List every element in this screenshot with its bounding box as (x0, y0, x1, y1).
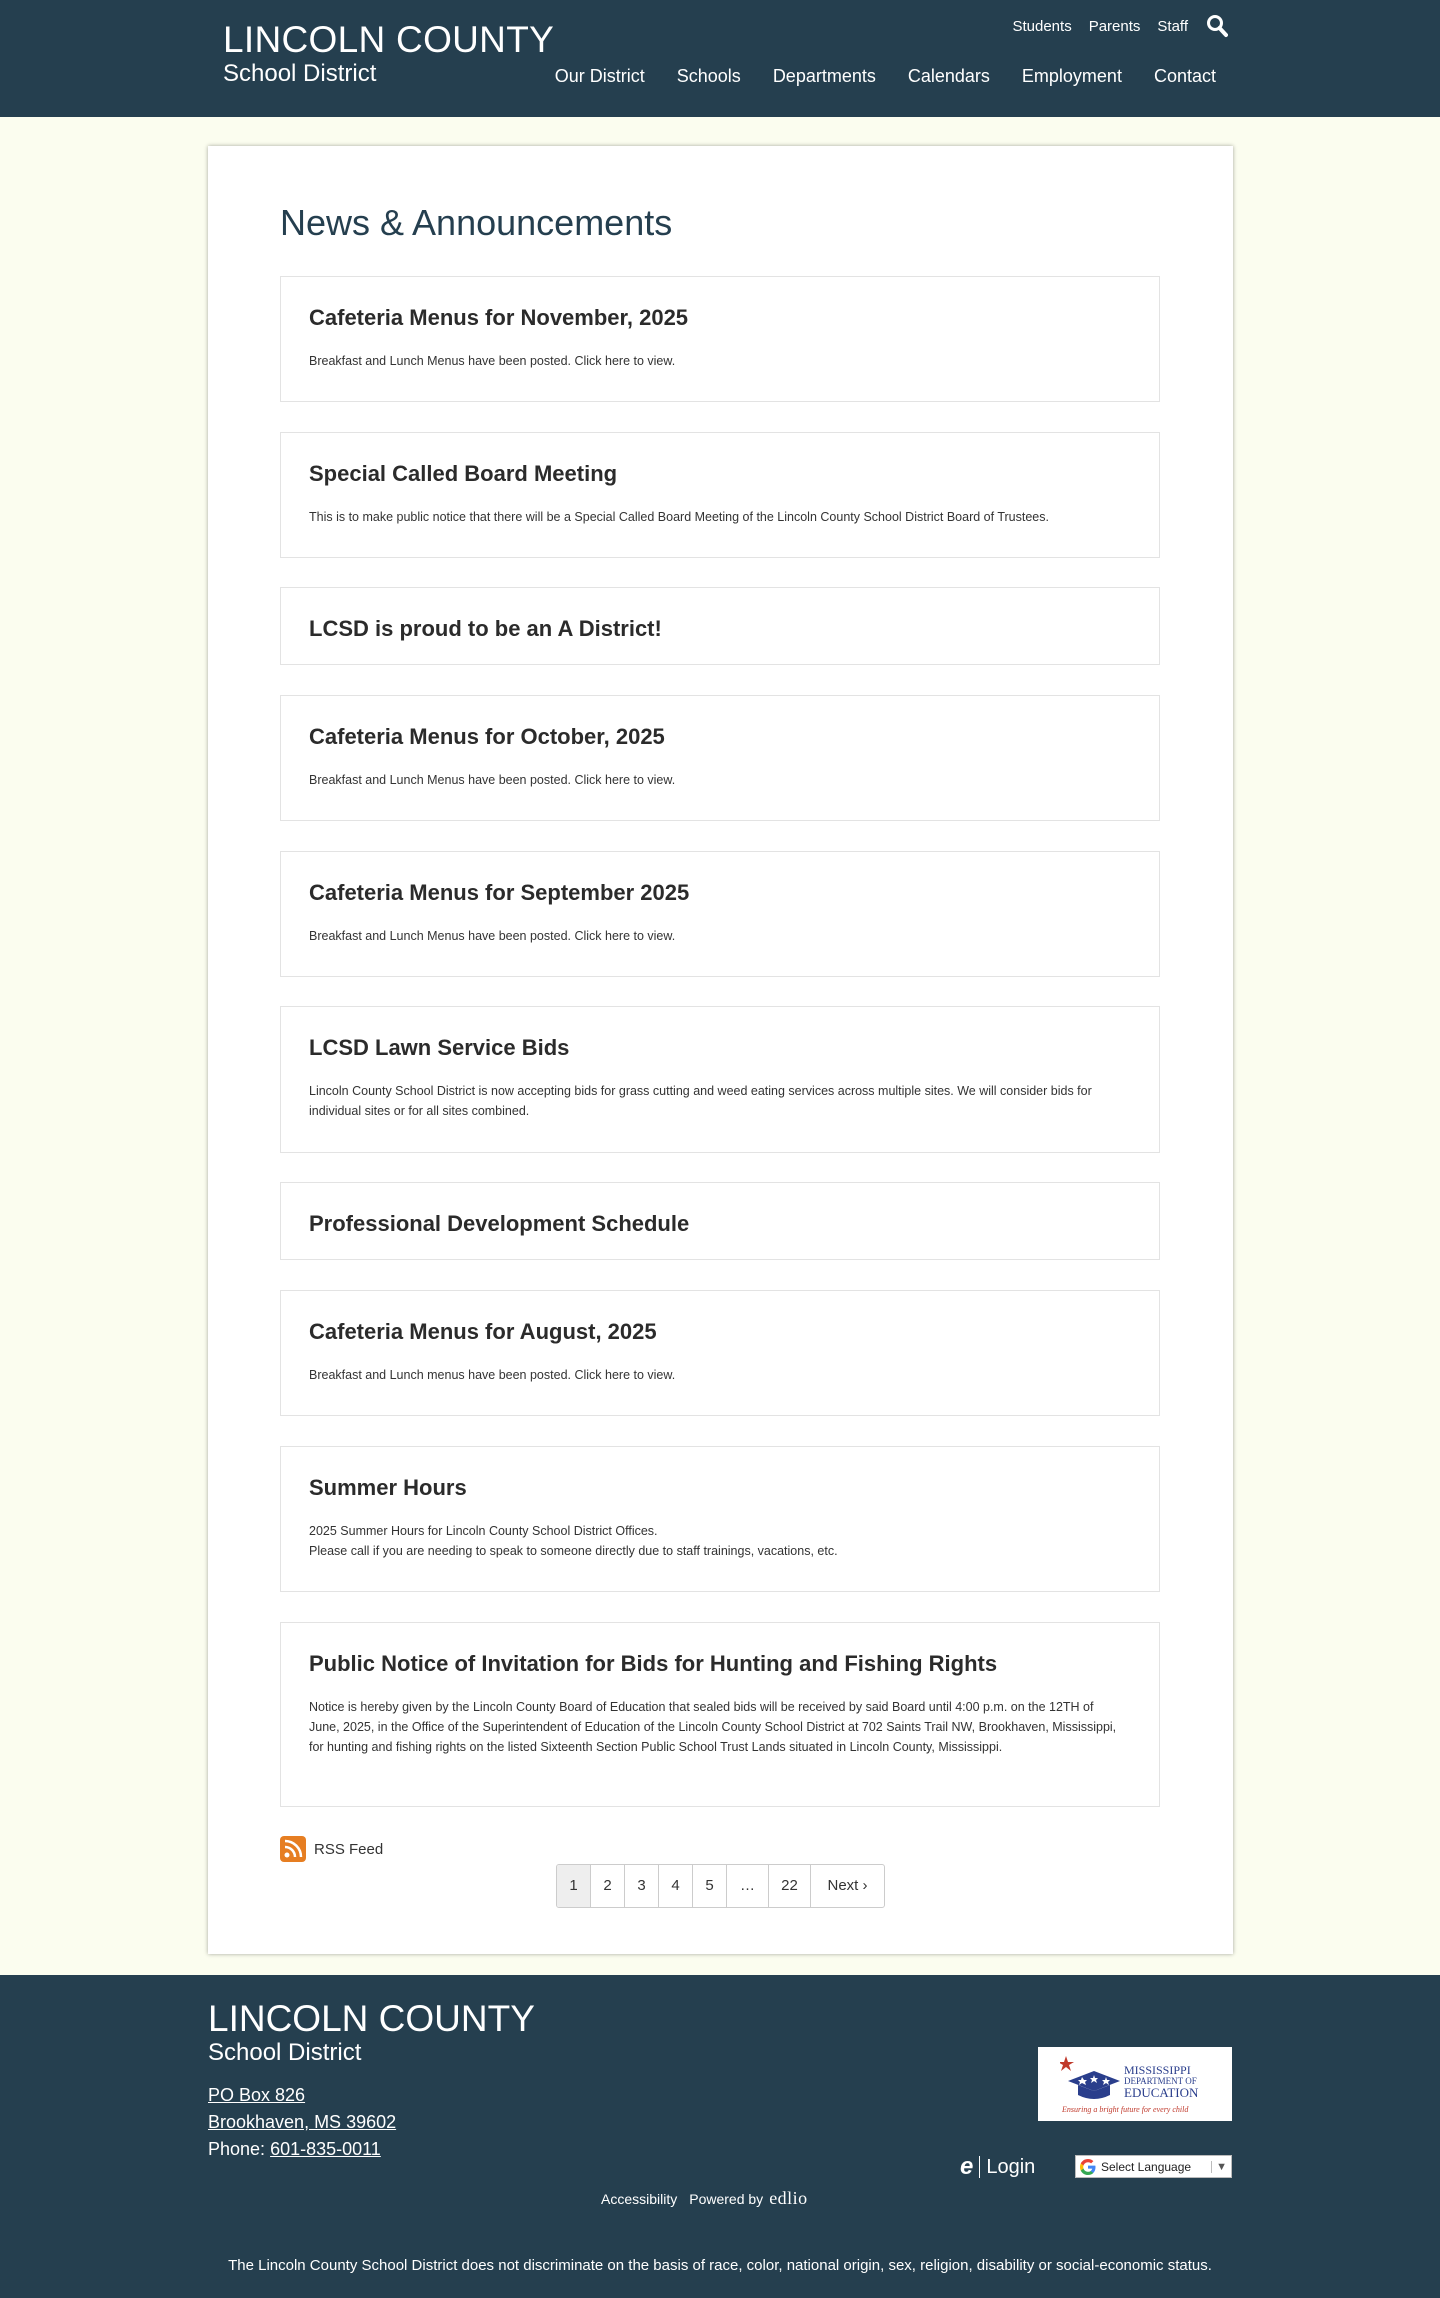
phone-link[interactable]: 601-835-0011 (270, 2139, 381, 2159)
edlio-e-icon: e (960, 2153, 974, 2180)
news-item[interactable] (280, 1006, 1160, 1153)
pagination (556, 1864, 885, 1908)
address-line1-link[interactable]: PO Box 826 (208, 2085, 306, 2105)
address-line2-link[interactable]: Brookhaven, MS 39602 (208, 2112, 397, 2132)
news-title[interactable]: Cafeteria Menus for November, 2025 (309, 305, 689, 330)
news-summary: 2025 Summer Hours for Lincoln County School District Offices. Please call if you are needing to speak to someone directly due to staff trainings, vacations, etc. (309, 1524, 838, 1558)
powered-by-label: Powered by (689, 2190, 764, 2207)
news-summary: Lincoln County School District is now accepting bids for grass cutting and weed eating services across multiple sites. We will consider bids for individual sites or for all sites combined. (309, 1084, 1092, 1118)
utility-link-parents[interactable]: Parents (1088, 17, 1141, 35)
nondiscrimination-statement: The Lincoln County School District does not discriminate on the basis of race, color, national origin, sex, religion, disability or social-economic status. (228, 2257, 1212, 2274)
nav-schools[interactable]: Schools (676, 66, 741, 86)
google-icon (1079, 2158, 1097, 2176)
login-link[interactable] (960, 2153, 1035, 2181)
search-icon[interactable] (1206, 14, 1228, 38)
page-1-button[interactable]: 1 (557, 1865, 591, 1907)
logo-line1: LINCOLN COUNTY (223, 19, 555, 60)
page-4-button[interactable]: 4 (659, 1865, 693, 1907)
pagination-ellipsis: … (727, 1865, 769, 1907)
news-title[interactable]: Cafeteria Menus for October, 2025 (309, 724, 665, 749)
news-summary: This is to make public notice that there will be a Special Called Board Meeting of the Lincoln County School District Board of Trustees. (309, 510, 1049, 524)
utility-link-staff[interactable]: Staff (1157, 17, 1188, 35)
footer-logo-line1: LINCOLN COUNTY (208, 1998, 535, 2039)
news-title[interactable]: Summer Hours (309, 1475, 467, 1500)
language-select-label: Select Language (1101, 2159, 1192, 2174)
nav-our-district[interactable]: Our District (554, 66, 645, 86)
footer-address (208, 2082, 396, 2163)
news-item[interactable] (280, 695, 1160, 821)
mde-logo[interactable] (1038, 2047, 1232, 2121)
news-summary: Notice is hereby given by the Lincoln County Board of Education that sealed bids will be received by said Board until 4:00 p.m. on the 12TH of June, 2025, in the Office of the Superintendent of Education of the Lincoln County School District at 702 Saints Trail NW, Brookhaven, Mississippi, for hunting and fishing rights on the listed Sixteenth Section Public School Trust Lands situated in Lincoln County, Mississippi. (309, 1700, 1117, 1754)
login-divider (979, 2156, 980, 2178)
news-item[interactable] (280, 432, 1160, 558)
rss-label: RSS Feed (314, 1840, 384, 1858)
utility-nav (995, 14, 1228, 38)
news-item[interactable] (280, 1622, 1160, 1807)
news-summary: Breakfast and Lunch menus have been posted. Click here to view. (309, 1368, 676, 1382)
news-item[interactable] (280, 587, 1160, 665)
main-nav (523, 66, 1216, 87)
news-summary: Breakfast and Lunch Menus have been posted. Click here to view. (309, 773, 676, 787)
page-2-button[interactable]: 2 (591, 1865, 625, 1907)
news-summary: Breakfast and Lunch Menus have been posted. Click here to view. (309, 929, 676, 943)
footer-credits (601, 2188, 808, 2209)
page-5-button[interactable]: 5 (693, 1865, 727, 1907)
nav-contact[interactable]: Contact (1153, 66, 1216, 86)
language-select[interactable] (1075, 2155, 1232, 2178)
site-logo[interactable] (223, 20, 554, 88)
utility-link-students[interactable]: Students (1012, 17, 1072, 35)
dropdown-arrow-icon: ▼ (1211, 2161, 1227, 2173)
mde-line3: EDUCATION (1124, 2085, 1199, 2100)
next-page-button[interactable]: Next › (827, 1877, 868, 1894)
content-card (208, 146, 1233, 1954)
rss-icon (280, 1836, 306, 1862)
login-label: Login (986, 2155, 1036, 2178)
logo-line2: School District (223, 60, 377, 87)
news-title[interactable]: Special Called Board Meeting (309, 461, 618, 486)
phone-label: Phone: (208, 2139, 271, 2159)
news-item[interactable] (280, 1182, 1160, 1260)
news-title[interactable]: Public Notice of Invitation for Bids for Hunting and Fishing Rights (309, 1651, 998, 1676)
news-title[interactable]: Cafeteria Menus for September 2025 (309, 880, 690, 905)
page-title: News & Announcements (280, 202, 673, 243)
news-item[interactable] (280, 1446, 1160, 1592)
accessibility-link[interactable]: Accessibility (601, 2190, 678, 2207)
mde-line2: DEPARTMENT OF (1124, 2076, 1197, 2086)
news-item[interactable] (280, 1290, 1160, 1416)
news-title[interactable]: Professional Development Schedule (309, 1211, 690, 1236)
news-item[interactable] (280, 851, 1160, 977)
nav-calendars[interactable]: Calendars (907, 66, 990, 86)
mde-tagline: Ensuring a bright future for every child (1062, 2105, 1189, 2114)
edlio-link[interactable]: edlio (769, 2188, 808, 2208)
news-item[interactable] (280, 276, 1160, 402)
footer-logo[interactable] (208, 1999, 535, 2067)
footer-logo-line2: School District (208, 2039, 362, 2066)
page-last-button[interactable]: 22 (769, 1865, 811, 1907)
site-header (0, 0, 1440, 117)
rss-feed-link[interactable] (280, 1836, 383, 1862)
mde-line1: MISSISSIPPI (1124, 2063, 1191, 2077)
news-title[interactable]: LCSD is proud to be an A District! (309, 616, 662, 641)
mde-wordmark (1124, 2065, 1198, 2098)
news-summary: Breakfast and Lunch Menus have been posted. Click here to view. (309, 354, 676, 368)
nav-employment[interactable]: Employment (1021, 66, 1122, 86)
page-3-button[interactable]: 3 (625, 1865, 659, 1907)
nav-departments[interactable]: Departments (772, 66, 876, 86)
site-footer (0, 1975, 1440, 2298)
news-title[interactable]: Cafeteria Menus for August, 2025 (309, 1319, 657, 1344)
news-title[interactable]: LCSD Lawn Service Bids (309, 1035, 570, 1060)
graduation-cap-icon (1060, 2053, 1122, 2105)
